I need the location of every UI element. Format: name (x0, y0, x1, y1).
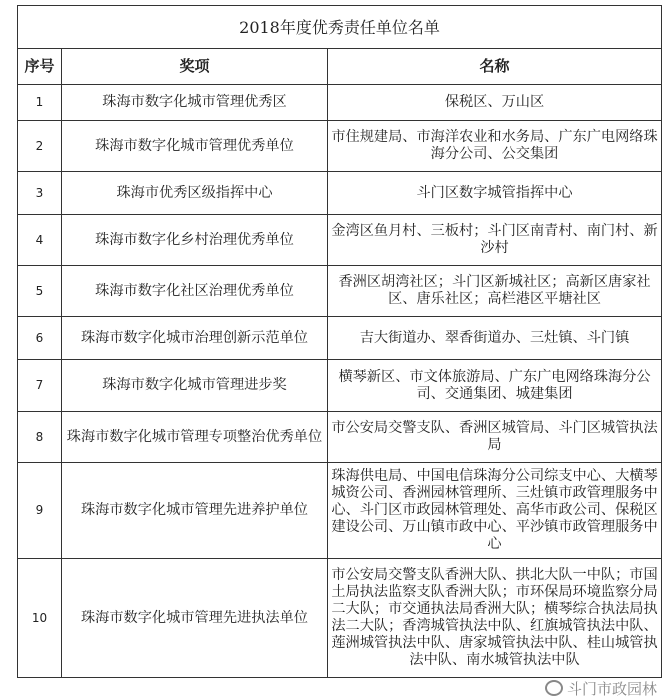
award-cell: 珠海市数字化城市管理先进执法单位 (62, 559, 328, 678)
table-row (18, 317, 662, 360)
name-cell: 香洲区胡湾社区；斗门区新城社区；高新区唐家社区、唐乐社区；高栏港区平塘社区 (328, 266, 662, 317)
name-cell: 保税区、万山区 (328, 85, 662, 121)
award-cell: 珠海市数字化城市管理优秀区 (62, 85, 328, 121)
table-row (18, 215, 662, 266)
seq-cell: 1 (18, 85, 62, 121)
name-cell: 市公安局交警支队香洲大队、拱北大队一中队；市国土局执法监察支队香洲大队；市环保局环境监察分局二大队；市交通执法局香洲大队；横琴综合执法局执法二大队；香湾城管执法中队、红旗城管执法中队、莲洲城管执法中队、唐家城管执法中队、桂山城管执法中队、南水城管执法中队 (328, 559, 662, 678)
table-row (18, 266, 662, 317)
name-cell: 市住规建局、市海洋农业和水务局、广东广电网络珠海分公司、公交集团 (328, 121, 662, 172)
seq-cell: 4 (18, 215, 62, 266)
table-title: 2018年度优秀责任单位名单 (18, 6, 662, 49)
award-cell: 珠海市数字化乡村治理优秀单位 (62, 215, 328, 266)
table-row (18, 121, 662, 172)
table-row (18, 559, 662, 678)
award-table (17, 5, 662, 678)
seq-cell: 9 (18, 463, 62, 559)
watermark (17, 678, 661, 698)
name-cell: 市公安局交警支队、香洲区城管局、斗门区城管执法局 (328, 412, 662, 463)
name-cell: 金湾区鱼月村、三板村；斗门区南青村、南门村、新沙村 (328, 215, 662, 266)
table-row (18, 463, 662, 559)
seq-cell: 3 (18, 172, 62, 215)
header-award: 奖项 (62, 49, 328, 85)
table-row (18, 172, 662, 215)
table-row (18, 360, 662, 412)
header-seq: 序号 (18, 49, 62, 85)
table-row (18, 85, 662, 121)
award-cell: 珠海市数字化城市管理专项整治优秀单位 (62, 412, 328, 463)
seq-cell: 6 (18, 317, 62, 360)
wechat-icon (545, 680, 563, 696)
award-cell: 珠海市优秀区级指挥中心 (62, 172, 328, 215)
name-cell: 珠海供电局、中国电信珠海分公司综支中心、大横琴城资公司、香洲园林管理所、三灶镇市政管理服务中心、斗门区市政园林管理处、高华市政公司、保税区建设公司、万山镇市政中心、平沙镇市政管理服务中心 (328, 463, 662, 559)
name-cell: 吉大街道办、翠香街道办、三灶镇、斗门镇 (328, 317, 662, 360)
award-cell: 珠海市数字化社区治理优秀单位 (62, 266, 328, 317)
table-row (18, 412, 662, 463)
award-cell: 珠海市数字化城市管理优秀单位 (62, 121, 328, 172)
name-cell: 横琴新区、市文体旅游局、广东广电网络珠海分公司、交通集团、城建集团 (328, 360, 662, 412)
award-cell: 珠海市数字化城市管理进步奖 (62, 360, 328, 412)
seq-cell: 10 (18, 559, 62, 678)
award-cell: 珠海市数字化城市管理先进养护单位 (62, 463, 328, 559)
name-cell: 斗门区数字城管指挥中心 (328, 172, 662, 215)
seq-cell: 8 (18, 412, 62, 463)
seq-cell: 2 (18, 121, 62, 172)
award-cell: 珠海市数字化城市治理创新示范单位 (62, 317, 328, 360)
seq-cell: 5 (18, 266, 62, 317)
watermark-text: 斗门市政园林 (566, 680, 657, 698)
seq-cell: 7 (18, 360, 62, 412)
header-name: 名称 (328, 49, 662, 85)
